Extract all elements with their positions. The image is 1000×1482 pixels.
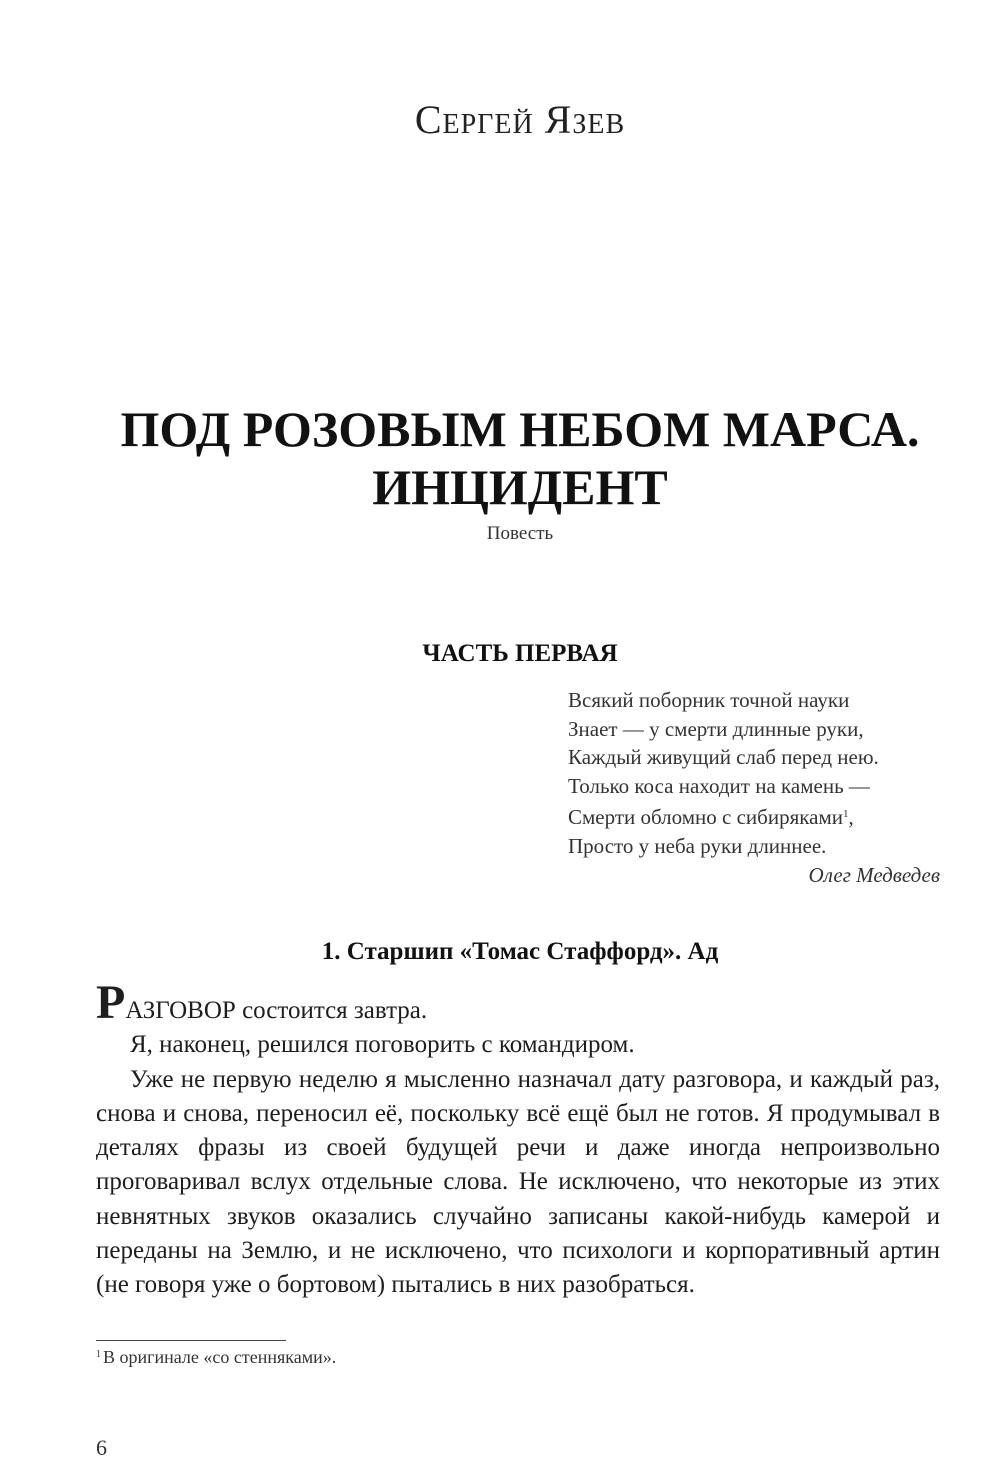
epigraph-line-text: Смерти обломно с сибиряками — [568, 805, 843, 830]
epigraph-line: Только коса находит на камень — — [568, 773, 870, 798]
story-title-line-2: ИНЦИДЕНТ — [372, 459, 668, 515]
chapter-heading: 1. Старшип «Томас Стаффорд». Ад — [321, 938, 719, 965]
story-title-line-1: ПОД РОЗОВЫМ НЕБОМ МАРСА. — [120, 401, 920, 457]
footnote-reference: 1 — [842, 808, 849, 821]
epigraph-line-punctuation: , — [848, 805, 854, 830]
opening-sentence-rest: состоится завтра. — [235, 997, 428, 1024]
epigraph-line: Всякий поборник точной науки — [568, 688, 850, 712]
story-title — [0, 400, 1000, 516]
genre-label: Повесть — [486, 523, 554, 544]
epigraph-line: Каждый живущий слаб перед нею. — [568, 745, 879, 770]
epigraph-line: Знает — у смерти длинные руки, — [568, 716, 864, 741]
epigraph-line: Просто у неба руки длиннее. — [568, 833, 827, 858]
epigraph-line-with-footnote — [568, 800, 940, 832]
drop-cap: Р — [96, 976, 126, 1029]
footnote-text: В оригинале «со стенняками». — [103, 1347, 337, 1367]
paragraph: Уже не первую неделю я мысленно назначал дату разговора, и каждый раз, снова и снова, переносил её, поскольку всё ещё был не готов. Я продумывал в деталях фразы из своей будущей речи и даже иногда непроизвольно проговаривал вслух отдельные слова. Не исключено, что некоторые из этих невнятных звуков оказались случайно записаны какой-нибудь камерой и переданы на Землю, и не исключено, что психологи и корпоративный артин (не говоря уже о бортовом) пытались в них разобраться. — [96, 1065, 940, 1299]
paragraph: Я, наконец, решился поговорить с командиром. — [130, 1031, 635, 1059]
page-number: 6 — [96, 1435, 107, 1460]
author-name: Сергей Язев — [414, 97, 626, 142]
epigraph-attribution: Олег Медведев — [808, 862, 940, 887]
footnote-mark: 1 — [96, 1349, 101, 1360]
epigraph — [568, 686, 940, 889]
body-text — [96, 976, 940, 1303]
footnote — [96, 1347, 336, 1368]
paragraph-opening — [96, 976, 940, 1029]
footnote-divider — [96, 1340, 286, 1341]
part-heading: ЧАСТЬ ПЕРВАЯ — [422, 640, 618, 667]
opening-word-rest: АЗГОВОР — [125, 997, 236, 1024]
